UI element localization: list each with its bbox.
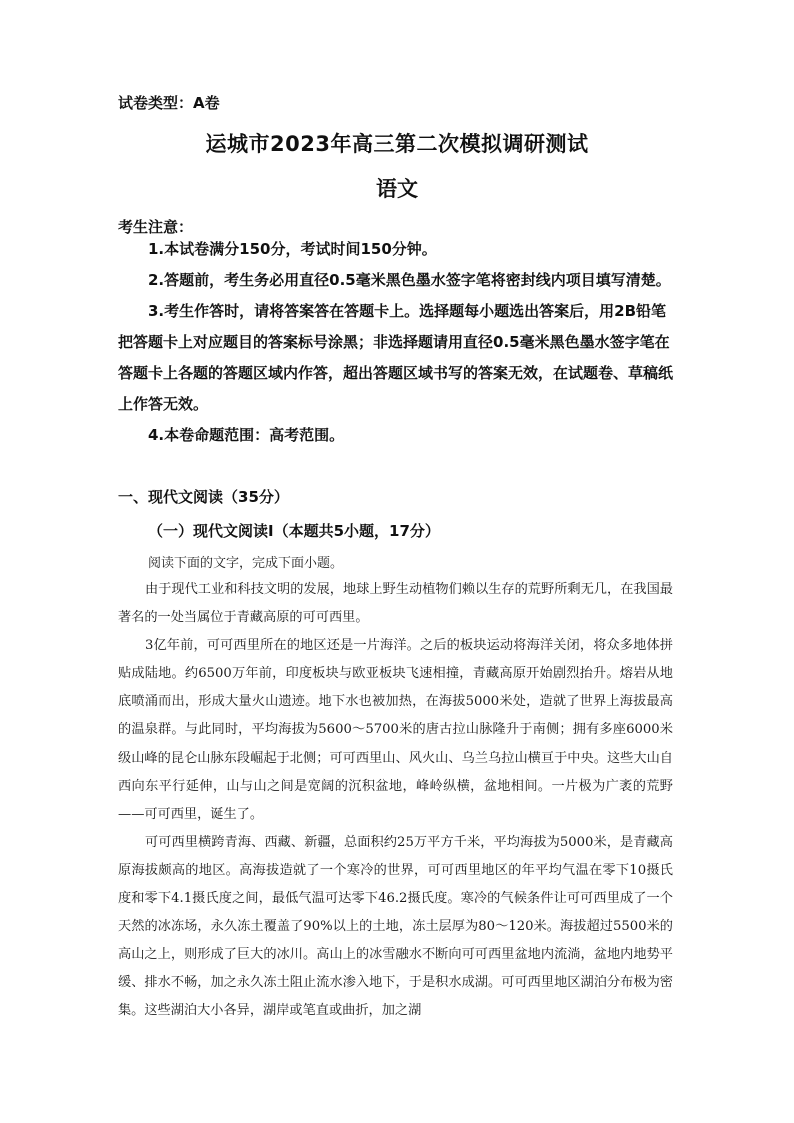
notice-item: 1.本试卷满分150分，考试时间150分钟。 xyxy=(148,240,437,258)
passage-paragraph: 由于现代工业和科技文明的发展，地球上野生动植物们赖以生存的荒野所剩无几，在我国最著名的一处当属位于青藏高原的可可西里。 xyxy=(118,582,673,626)
notice-item: 4.本卷命题范围：高考范围。 xyxy=(148,426,345,444)
exam-type-label: 试卷类型：A卷 xyxy=(118,94,220,112)
subsection-heading: （一）现代文阅读Ⅰ（本题共5小题，17分） xyxy=(148,522,440,540)
notice-item: 2.答题前，考生务必用直径0.5毫米黑色墨水签字笔将密封线内项目填写清楚。 xyxy=(148,271,671,289)
notice-list xyxy=(118,234,678,451)
passage-paragraph: 3亿年前，可可西里所在的地区还是一片海洋。之后的板块运动将海洋关闭，将众多地体拼贴成陆地。约6500万年前，印度板块与欧亚板块飞速相撞，青藏高原开始剧烈抬升。熔岩从地底喷涌而出，形成大量火山遗迹。地下水也被加热，在海拔5000米处，造就了世界上海拔最高的温泉群。与此同时，平均海拔为5600～5700米的唐古拉山脉隆升于南侧；拥有多座6000米级山峰的昆仑山脉东段崛起于北侧；可可西里山、风火山、乌兰乌拉山横亘于中央。这些大山自西向东平行延伸，山与山之间是宽阔的沉积盆地，峰岭纵横，盆地相间。一片极为广袤的荒野——可可西里，诞生了。 xyxy=(118,638,673,822)
passage-paragraph: 可可西里横跨青海、西藏、新疆，总面积约25万平方千米，平均海拔为5000米，是青藏高原海拔颇高的地区。高海拔造就了一个寒冷的世界，可可西里地区的年平均气温在零下10摄氏度和零下4.1摄氏度之间，最低气温可达零下46.2摄氏度。寒冷的气候条件让可可西里成了一个天然的冰冻场，永久冻土覆盖了90%以上的土地，冻土层厚为80～120米。海拔超过5500米的高山之上，则形成了巨大的冰川。高山上的冰雪融水不断向可可西里盆地内流淌，盆地内地势平缓、排水不畅，加之永久冻土阻止流水渗入地下，于是积水成湖。可可西里地区湖泊分布极为密集。这些湖泊大小各异，湖岸或笔直或曲折，加之湖 xyxy=(118,834,673,1019)
notice-item: 3.考生作答时，请将答案答在答题卡上。选择题每小题选出答案后，用2B铅笔把答题卡上对应题目的答案标号涂黑；非选择题请用直径0.5毫米黑色墨水签字笔在答题卡上各题的答题区域内作答，超出答题区域书写的答案无效，在试题卷、草稿纸上作答无效。 xyxy=(118,302,674,413)
reading-passage xyxy=(118,576,673,1026)
section-heading: 一、现代文阅读（35分） xyxy=(118,488,289,506)
reading-instruction: 阅读下面的文字，完成下面小题。 xyxy=(148,556,344,571)
subject-title: 语文 xyxy=(376,177,418,201)
notice-heading: 考生注意： xyxy=(118,218,194,236)
exam-title: 运城市2023年高三第二次模拟调研测试 xyxy=(205,132,589,156)
